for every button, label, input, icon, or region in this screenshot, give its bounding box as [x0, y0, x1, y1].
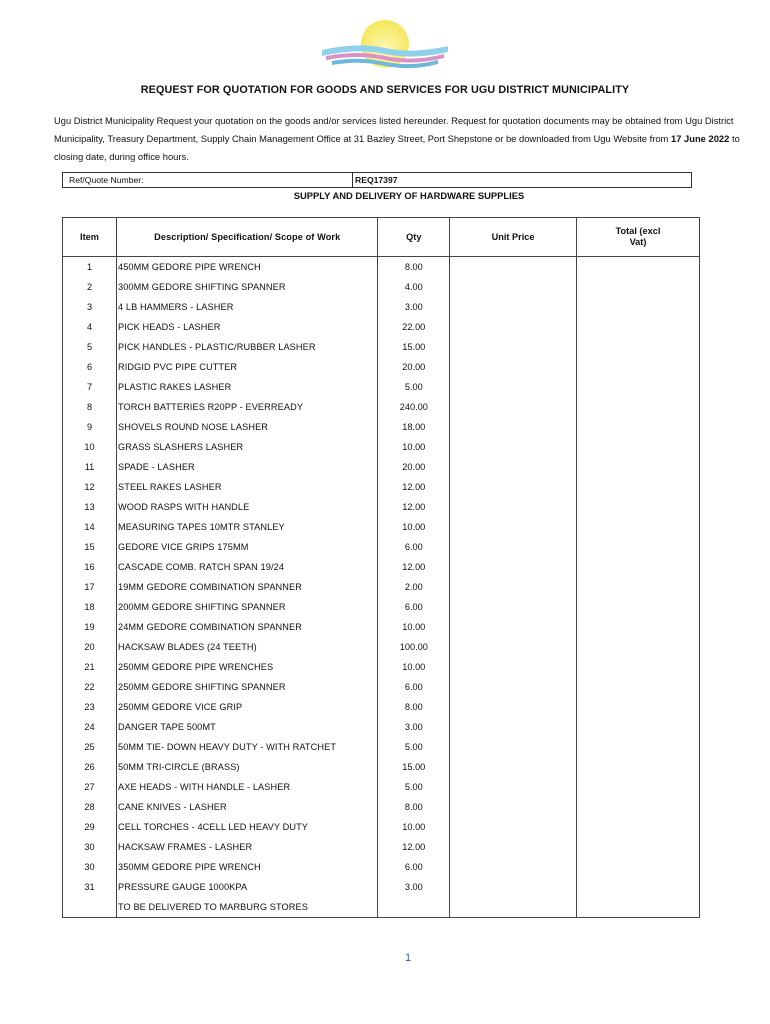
ref-quote-box	[62, 172, 692, 188]
item-qty-cell: 4.00	[378, 277, 450, 297]
item-total-cell	[577, 777, 700, 797]
item-total-cell	[577, 317, 700, 337]
item-unit-price-cell	[450, 677, 577, 697]
intro-date: 17 June 2022	[670, 133, 730, 144]
table-row	[63, 637, 700, 657]
item-number-cell: 23	[63, 697, 117, 717]
table-row	[63, 597, 700, 617]
item-total-cell	[577, 737, 700, 757]
item-unit-price-cell	[450, 277, 577, 297]
item-description-cell: 50MM TRI-CIRCLE (BRASS)	[117, 757, 378, 777]
document-title: REQUEST FOR QUOTATION FOR GOODS AND SERVICES FOR UGU DISTRICT MUNICIPALITY	[140, 84, 630, 96]
item-unit-price-cell	[450, 457, 577, 477]
item-unit-price-cell	[450, 317, 577, 337]
table-row	[63, 317, 700, 337]
item-number-cell: 18	[63, 597, 117, 617]
item-number-cell: 4	[63, 317, 117, 337]
item-total-cell	[577, 537, 700, 557]
item-total-cell	[577, 657, 700, 677]
table-row	[63, 517, 700, 537]
item-qty-cell: 3.00	[378, 297, 450, 317]
item-unit-price-cell	[450, 577, 577, 597]
item-total-cell	[577, 497, 700, 517]
item-total-cell	[577, 437, 700, 457]
item-qty-cell: 20.00	[378, 357, 450, 377]
table-row	[63, 357, 700, 377]
item-unit-price-cell	[450, 337, 577, 357]
item-unit-price-cell	[450, 257, 577, 278]
municipality-logo	[318, 14, 452, 72]
item-unit-price-cell	[450, 777, 577, 797]
item-total-cell	[577, 637, 700, 657]
table-row	[63, 657, 700, 677]
item-description-cell: 300MM GEDORE SHIFTING SPANNER	[117, 277, 378, 297]
item-description-cell: SHOVELS ROUND NOSE LASHER	[117, 417, 378, 437]
table-row	[63, 797, 700, 817]
item-number-cell: 2	[63, 277, 117, 297]
item-description-cell: MEASURING TAPES 10MTR STANLEY	[117, 517, 378, 537]
item-unit-price-cell	[450, 877, 577, 897]
table-row	[63, 677, 700, 697]
item-number-cell: 26	[63, 757, 117, 777]
table-row	[63, 537, 700, 557]
item-total-cell	[577, 417, 700, 437]
item-unit-price-cell	[450, 417, 577, 437]
item-number-cell: 11	[63, 457, 117, 477]
item-number-cell: 10	[63, 437, 117, 457]
item-number-cell: 27	[63, 777, 117, 797]
item-number-cell: 20	[63, 637, 117, 657]
item-total-cell	[577, 377, 700, 397]
item-number-cell: 22	[63, 677, 117, 697]
item-unit-price-cell	[450, 617, 577, 637]
item-number-cell: 13	[63, 497, 117, 517]
table-row	[63, 717, 700, 737]
item-unit-price-cell	[450, 637, 577, 657]
item-total-cell	[577, 397, 700, 417]
item-total-cell	[577, 877, 700, 897]
item-number-cell: 29	[63, 817, 117, 837]
item-number-cell: 24	[63, 717, 117, 737]
item-description-cell: DANGER TAPE 500MT	[117, 717, 378, 737]
item-unit-price-cell	[450, 297, 577, 317]
item-qty-cell: 6.00	[378, 857, 450, 877]
item-description-cell: PICK HEADS - LASHER	[117, 317, 378, 337]
item-description-cell: GRASS SLASHERS LASHER	[117, 437, 378, 457]
header-unit-price: Unit Price	[450, 218, 577, 257]
table-row	[63, 477, 700, 497]
item-number-cell: 31	[63, 877, 117, 897]
item-qty-cell: 12.00	[378, 837, 450, 857]
table-row	[63, 497, 700, 517]
item-qty-cell: 10.00	[378, 437, 450, 457]
item-total-cell	[577, 817, 700, 837]
item-total-cell	[577, 697, 700, 717]
table-row	[63, 817, 700, 837]
item-description-cell: 24MM GEDORE COMBINATION SPANNER	[117, 617, 378, 637]
item-qty-cell: 15.00	[378, 757, 450, 777]
item-number-cell: 8	[63, 397, 117, 417]
item-qty-cell: 6.00	[378, 597, 450, 617]
item-number-cell: 16	[63, 557, 117, 577]
item-unit-price-cell	[450, 477, 577, 497]
item-unit-price-cell	[450, 757, 577, 777]
item-total-cell	[577, 577, 700, 597]
table-row	[63, 697, 700, 717]
item-total-cell	[577, 277, 700, 297]
item-number-cell: 6	[63, 357, 117, 377]
item-qty-cell: 22.00	[378, 317, 450, 337]
item-total-cell	[577, 677, 700, 697]
item-total-cell	[577, 557, 700, 577]
item-qty-cell: 10.00	[378, 817, 450, 837]
item-qty-cell: 100.00	[378, 637, 450, 657]
item-unit-price-cell	[450, 397, 577, 417]
item-number-cell	[63, 897, 117, 918]
item-description-cell: STEEL RAKES LASHER	[117, 477, 378, 497]
item-total-cell	[577, 837, 700, 857]
table-row	[63, 777, 700, 797]
item-number-cell: 5	[63, 337, 117, 357]
table-row	[63, 277, 700, 297]
item-description-cell: CANE KNIVES - LASHER	[117, 797, 378, 817]
item-number-cell: 15	[63, 537, 117, 557]
item-number-cell: 9	[63, 417, 117, 437]
item-unit-price-cell	[450, 357, 577, 377]
item-total-cell	[577, 297, 700, 317]
item-qty-cell: 12.00	[378, 497, 450, 517]
item-description-cell: GEDORE VICE GRIPS 175MM	[117, 537, 378, 557]
item-unit-price-cell	[450, 857, 577, 877]
item-number-cell: 28	[63, 797, 117, 817]
item-total-cell	[577, 357, 700, 377]
table-row	[63, 457, 700, 477]
intro-text-end: to closing date, during office hours.	[54, 133, 740, 162]
item-qty-cell: 15.00	[378, 337, 450, 357]
table-row	[63, 337, 700, 357]
item-qty-cell: 5.00	[378, 777, 450, 797]
table-row	[63, 577, 700, 597]
item-qty-cell: 5.00	[378, 737, 450, 757]
header-item: Item	[63, 218, 117, 257]
item-qty-cell: 3.00	[378, 877, 450, 897]
item-unit-price-cell	[450, 737, 577, 757]
item-unit-price-cell	[450, 837, 577, 857]
item-qty-cell: 6.00	[378, 537, 450, 557]
item-total-cell	[577, 597, 700, 617]
item-total-cell	[577, 717, 700, 737]
table-row	[63, 437, 700, 457]
item-unit-price-cell	[450, 437, 577, 457]
table-row	[63, 837, 700, 857]
item-number-cell: 14	[63, 517, 117, 537]
item-qty-cell: 18.00	[378, 417, 450, 437]
item-number-cell: 17	[63, 577, 117, 597]
items-table	[62, 217, 700, 918]
item-unit-price-cell	[450, 557, 577, 577]
table-row	[63, 617, 700, 637]
item-total-cell	[577, 457, 700, 477]
intro-text-start: Ugu District Municipality Request your quotation on the goods and/or services listed hereunder. Request for quotation documents may be obtained from Ugu District Municipality, Treasury Department, Supply Chain Management Office at 31 Bazley Street, Port Shepstone or be downloaded from Ugu Website from	[54, 115, 734, 144]
item-description-cell: WOOD RASPS WITH HANDLE	[117, 497, 378, 517]
item-qty-cell: 8.00	[378, 257, 450, 278]
table-row	[63, 757, 700, 777]
item-description-cell: CASCADE COMB. RATCH SPAN 19/24	[117, 557, 378, 577]
item-number-cell: 12	[63, 477, 117, 497]
table-row	[63, 557, 700, 577]
item-qty-cell: 10.00	[378, 517, 450, 537]
table-row	[63, 417, 700, 437]
item-qty-cell: 8.00	[378, 697, 450, 717]
item-qty-cell	[378, 897, 450, 918]
item-description-cell: 350MM GEDORE PIPE WRENCH	[117, 857, 378, 877]
item-number-cell: 25	[63, 737, 117, 757]
item-total-cell	[577, 897, 700, 918]
item-description-cell: TO BE DELIVERED TO MARBURG STORES	[117, 897, 378, 918]
table-row	[63, 737, 700, 757]
item-description-cell: TORCH BATTERIES R20PP - EVERREADY	[117, 397, 378, 417]
item-total-cell	[577, 857, 700, 877]
header-total-line1: Total (excl	[615, 226, 661, 236]
item-qty-cell: 20.00	[378, 457, 450, 477]
item-qty-cell: 2.00	[378, 577, 450, 597]
table-header-row	[63, 218, 700, 257]
item-unit-price-cell	[450, 377, 577, 397]
item-description-cell: 19MM GEDORE COMBINATION SPANNER	[117, 577, 378, 597]
item-description-cell: 4 LB HAMMERS - LASHER	[117, 297, 378, 317]
table-row	[63, 877, 700, 897]
item-qty-cell: 240.00	[378, 397, 450, 417]
item-qty-cell: 10.00	[378, 657, 450, 677]
ref-quote-label: Ref/Quote Number:	[69, 175, 144, 185]
item-qty-cell: 3.00	[378, 717, 450, 737]
item-description-cell: HACKSAW FRAMES - LASHER	[117, 837, 378, 857]
item-number-cell: 21	[63, 657, 117, 677]
item-unit-price-cell	[450, 537, 577, 557]
item-description-cell: 250MM GEDORE VICE GRIP	[117, 697, 378, 717]
item-unit-price-cell	[450, 817, 577, 837]
item-unit-price-cell	[450, 657, 577, 677]
item-unit-price-cell	[450, 517, 577, 537]
item-unit-price-cell	[450, 797, 577, 817]
table-row	[63, 257, 700, 278]
table-row	[63, 397, 700, 417]
item-qty-cell: 5.00	[378, 377, 450, 397]
table-row	[63, 377, 700, 397]
item-total-cell	[577, 257, 700, 278]
item-qty-cell: 10.00	[378, 617, 450, 637]
item-number-cell: 3	[63, 297, 117, 317]
item-description-cell: 250MM GEDORE PIPE WRENCHES	[117, 657, 378, 677]
item-description-cell: PLASTIC RAKES LASHER	[117, 377, 378, 397]
item-number-cell: 7	[63, 377, 117, 397]
item-number-cell: 30	[63, 857, 117, 877]
item-unit-price-cell	[450, 497, 577, 517]
page-number: 1	[404, 952, 412, 964]
item-qty-cell: 8.00	[378, 797, 450, 817]
item-description-cell: 450MM GEDORE PIPE WRENCH	[117, 257, 378, 278]
item-total-cell	[577, 517, 700, 537]
table-row	[63, 297, 700, 317]
item-unit-price-cell	[450, 597, 577, 617]
header-description: Description/ Specification/ Scope of Work	[117, 218, 378, 257]
table-row	[63, 897, 700, 918]
item-number-cell: 19	[63, 617, 117, 637]
item-description-cell: SPADE - LASHER	[117, 457, 378, 477]
item-total-cell	[577, 617, 700, 637]
item-qty-cell: 12.00	[378, 557, 450, 577]
item-description-cell: PRESSURE GAUGE 1000KPA	[117, 877, 378, 897]
item-qty-cell: 6.00	[378, 677, 450, 697]
item-number-cell: 1	[63, 257, 117, 278]
item-total-cell	[577, 477, 700, 497]
header-total-line2: Vat)	[629, 237, 647, 247]
item-unit-price-cell	[450, 897, 577, 918]
item-description-cell: 200MM GEDORE SHIFTING SPANNER	[117, 597, 378, 617]
item-description-cell: CELL TORCHES - 4CELL LED HEAVY DUTY	[117, 817, 378, 837]
ref-quote-value: REQ17397	[352, 173, 692, 187]
document-subtitle: SUPPLY AND DELIVERY OF HARDWARE SUPPLIES	[293, 190, 525, 201]
table-row	[63, 857, 700, 877]
item-description-cell: HACKSAW BLADES (24 TEETH)	[117, 637, 378, 657]
intro-paragraph	[54, 112, 760, 166]
item-total-cell	[577, 757, 700, 777]
item-description-cell: 250MM GEDORE SHIFTING SPANNER	[117, 677, 378, 697]
item-description-cell: PICK HANDLES - PLASTIC/RUBBER LASHER	[117, 337, 378, 357]
item-description-cell: 50MM TIE- DOWN HEAVY DUTY - WITH RATCHET	[117, 737, 378, 757]
header-total	[577, 218, 700, 257]
item-number-cell: 30	[63, 837, 117, 857]
header-qty: Qty	[378, 218, 450, 257]
item-total-cell	[577, 797, 700, 817]
item-unit-price-cell	[450, 717, 577, 737]
item-unit-price-cell	[450, 697, 577, 717]
item-description-cell: AXE HEADS - WITH HANDLE - LASHER	[117, 777, 378, 797]
item-qty-cell: 12.00	[378, 477, 450, 497]
item-description-cell: RIDGID PVC PIPE CUTTER	[117, 357, 378, 377]
item-total-cell	[577, 337, 700, 357]
